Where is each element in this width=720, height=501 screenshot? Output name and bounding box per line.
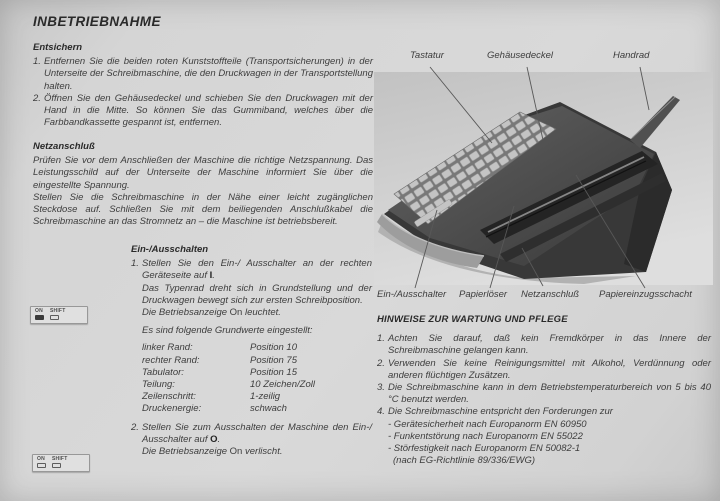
item-text: Achten Sie darauf, daß kein Fremdkörper in das Innere der Schreibmaschine gelangen kann.: [388, 333, 711, 357]
setting-label: linker Rand:: [142, 342, 193, 354]
setting-value: 10 Zeichen/Zoll: [250, 379, 315, 391]
settings-row: [142, 391, 372, 403]
item-subtext: [142, 446, 372, 458]
list-item: [377, 382, 711, 406]
list-item: [377, 406, 711, 418]
setting-label: Zeilenschritt:: [142, 391, 196, 403]
section-heading: Ein-/Ausschalten: [131, 244, 209, 255]
section-entsichern: [33, 42, 373, 129]
switch-on-symbol: I: [209, 270, 213, 282]
section-heading: Netzanschluß: [33, 141, 95, 152]
item-text: Öffnen Sie den Gehäusedeckel und schieben Sie den Druckwagen mit der Hand in die Mitte. So können Sie das Gummiband, welches über die Farbbandkassette gespannt ist, entfernen.: [44, 92, 373, 129]
item-text: Entfernen Sie die beiden roten Kunststoffteile (Transportsicherungen) in der Unterseite der Schreibmaschine, die den Druckwagen in der Transportstellung halten.: [44, 56, 373, 92]
setting-value: Position 75: [250, 354, 298, 366]
item-number: 2.: [131, 421, 139, 433]
settings-row: [142, 403, 372, 415]
on-led-icon: [37, 463, 46, 468]
typewriter-photo: [374, 48, 713, 300]
item-text: Die Schreibmaschine entspricht den Forderungen zur: [388, 406, 613, 418]
item-text: Die Schreibmaschine kann in dem Betriebstemperaturbereich von 5 bis 40 °C benutzt werden.: [388, 382, 711, 406]
photo-label-papiereinzugsschacht: Papiereinzugsschacht: [599, 289, 692, 300]
item-text-part: leuchtet.: [242, 307, 281, 319]
on-label: ON: [37, 456, 45, 462]
settings-row: [142, 342, 372, 354]
list-item: [131, 258, 372, 319]
settings-row: [142, 379, 372, 391]
power-indicator-panel-on: [30, 306, 88, 324]
norm-item: - Funkentstörung nach Europanorm EN 55022: [388, 430, 583, 442]
on-indicator: [35, 309, 44, 321]
setting-label: rechter Rand:: [142, 354, 200, 366]
norm-item: - Gerätesicherheit nach Europanorm EN 60950: [388, 418, 587, 430]
shift-label: SHIFT: [52, 456, 68, 462]
item-subtext: Das Typenrad dreht sich in Grundstellung und der Druckwagen bewegt sich zur ersten Schreibposition.: [142, 282, 372, 306]
section-netzanschluss: [33, 141, 373, 228]
section-wartung: [377, 314, 711, 467]
list-item: [33, 56, 373, 93]
shift-indicator: [52, 457, 67, 469]
settings-table: [131, 342, 372, 415]
item-text-part: verlischt.: [242, 446, 283, 458]
setting-label: Teilung:: [142, 379, 175, 391]
item-text-part: Stellen Sie den Ein-/ Ausschalter an der rechten Geräteseite auf: [142, 258, 372, 282]
photo-label-papierloeser: Papierlöser: [459, 289, 508, 300]
item-text: [142, 422, 372, 459]
defaults-intro: Es sind folgende Grundwerte eingestellt:: [142, 325, 313, 337]
settings-row: [142, 355, 372, 367]
item-text: [142, 258, 372, 319]
norm-item: (nach EG-Richtlinie 89/336/EWG): [393, 455, 536, 467]
item-number: 2.: [377, 357, 385, 369]
list-item: [377, 333, 711, 357]
norm-item: - Störfestigkeit nach Europanorm EN 50082-1: [388, 443, 581, 455]
item-text-part: .: [212, 270, 215, 282]
item-text-part: .: [217, 433, 221, 445]
list-item: [377, 358, 711, 382]
item-number: 1.: [131, 258, 139, 270]
on-led-icon: [35, 315, 44, 320]
item-number: 4.: [377, 406, 385, 418]
item-text-part: Stellen Sie zum Ausschalten der Maschine den Ein-/ Ausschalter auf: [142, 421, 372, 445]
power-indicator-panel-off: [32, 454, 90, 472]
setting-value: 1-zeilig: [250, 391, 281, 403]
item-text: Verwenden Sie keine Reinigungsmittel mit Alkohol, Verdünnung oder anderen flüchtigen Zusätzen.: [388, 357, 711, 381]
item-number: 2.: [33, 92, 41, 104]
list-item: [33, 93, 373, 130]
item-number: 1.: [33, 56, 41, 68]
photo-label-tastatur: Tastatur: [410, 50, 444, 61]
shift-led-icon: [52, 463, 61, 468]
switch-off-symbol: O: [210, 433, 218, 445]
shift-indicator: [50, 309, 65, 321]
on-lamp-word: On: [229, 446, 243, 458]
setting-value: schwach: [250, 403, 287, 415]
section-einausschalten: [131, 244, 372, 458]
paragraph: Stellen Sie die Schreibmaschine in der Nähe einer leicht zugänglichen Steckdose auf. Schließen Sie mit dem beiliegenden Anschlußkabel die Schreibmaschine an das Stromnetz an – die Maschine ist betriebsbereit.: [33, 191, 373, 228]
item-text-part: Die Betriebsanzeige: [142, 307, 230, 319]
shift-label: SHIFT: [50, 308, 66, 314]
settings-row: [142, 367, 372, 379]
item-number: 3.: [377, 382, 385, 394]
item-number: 1.: [377, 333, 385, 345]
setting-label: Druckenergie:: [142, 403, 202, 415]
shift-led-icon: [50, 315, 59, 320]
photo-label-netzanschluss: Netzanschluß: [521, 289, 580, 300]
item-subtext: [142, 307, 372, 319]
paragraph: Prüfen Sie vor dem Anschließen der Maschine die richtige Netzspannung. Das Leistungsschild auf der Unterseite der Maschine informiert Sie über die eingestellte Spannung.: [33, 155, 373, 191]
on-label: ON: [35, 308, 43, 314]
page-title: INBETRIEBNAHME: [33, 14, 161, 29]
on-lamp-word: On: [229, 307, 243, 319]
setting-label: Tabulator:: [142, 366, 184, 378]
section-heading: HINWEISE ZUR WARTUNG UND PFLEGE: [377, 314, 568, 325]
section-heading: Entsichern: [33, 42, 83, 53]
photo-label-handrad: Handrad: [613, 50, 650, 61]
item-text-part: Die Betriebsanzeige: [142, 446, 230, 458]
list-item: [131, 422, 372, 459]
photo-label-einausschalter: Ein-/Ausschalter: [377, 289, 447, 300]
setting-value: Position 10: [250, 342, 298, 354]
photo-label-gehaeusedeckel: Gehäusedeckel: [487, 50, 554, 61]
on-indicator: [37, 457, 46, 469]
setting-value: Position 15: [250, 366, 298, 378]
